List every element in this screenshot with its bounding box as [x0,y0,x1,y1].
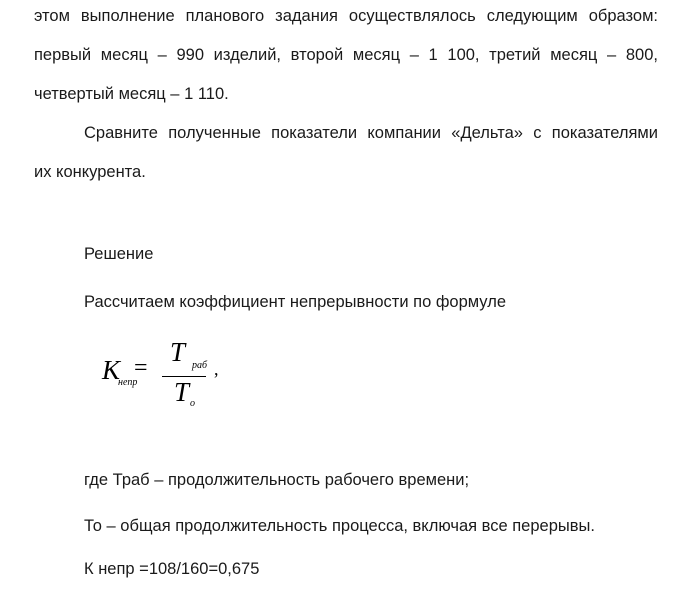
paragraph-1-line-1: этом выполнение планового задания осуществлялось следующим образом: [34,7,658,25]
paragraph-1-line-2: первый месяц – 990 изделий, второй месяц – 1 100, третий месяц – 800, [34,46,658,64]
solution-heading: Решение [84,245,154,263]
solution-intro: Рассчитаем коэффициент непрерывности по формуле [84,293,506,311]
formula-equals: = [134,355,148,381]
formula-trailing-comma: , [214,359,219,379]
paragraph-2-line-2: их конкурента. [34,163,146,181]
continuity-coefficient-formula [96,335,236,415]
formula-numerator: T [170,337,186,367]
explanation-line-2: То – общая продолжительность процесса, включая все перерывы. [84,517,595,535]
formula-lhs-subscript: непр [118,377,138,388]
paragraph-1-line-3: четвертый месяц – 1 110. [34,85,229,103]
explanation-line-1: где Траб – продолжительность рабочего времени; [84,471,470,489]
calculation-result: К непр =108/160=0,675 [84,560,260,578]
formula-lhs: K [102,355,121,385]
paragraph-2-line-1: Сравните полученные показатели компании «Дельта» с показателями [84,124,658,142]
formula-denominator-subscript: о [190,398,195,409]
formula-denominator: T [174,377,190,407]
formula-numerator-subscript: раб [192,360,208,371]
